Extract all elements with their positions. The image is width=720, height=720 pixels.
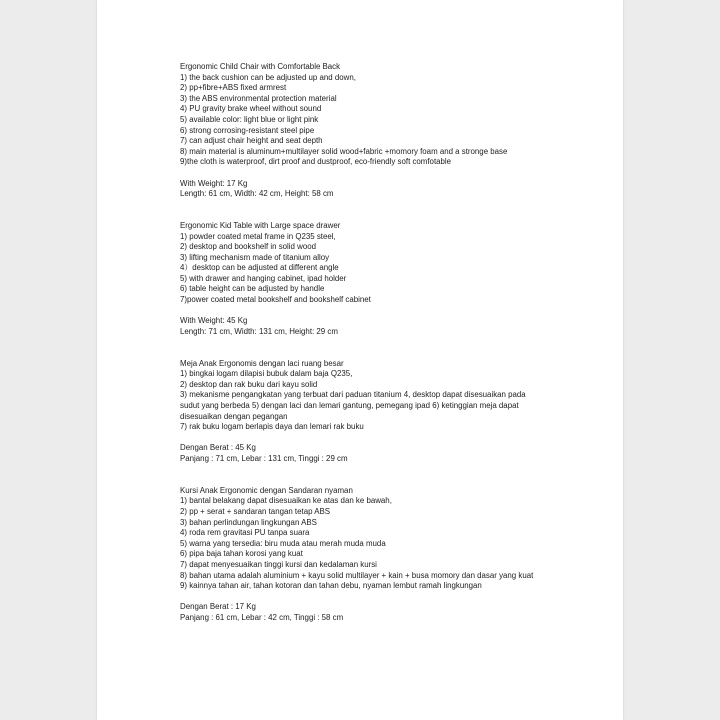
section-table-id <box>180 359 620 465</box>
list-item: 5) warna yang tersedia: biru muda atau merah muda muda <box>180 538 386 548</box>
list-item: 1) bingkai logam dilapisi bubuk dalam baja Q235, <box>180 369 353 379</box>
list-item: 6) table height can be adjusted by handle <box>180 284 325 294</box>
list-item: 5) available color: light blue or light pink <box>180 114 319 124</box>
list-item: 4) roda rem gravitasi PU tanpa suara <box>180 528 310 538</box>
section-title: Ergonomic Child Chair with Comfortable Back <box>180 62 341 71</box>
list-item: 4）desktop can be adjusted at different angle <box>180 263 339 273</box>
list-item: 2) pp+fibre+ABS fixed armrest <box>180 83 287 93</box>
list-item: 7) can adjust chair height and seat depth <box>180 136 323 146</box>
weight-text: Dengan Berat : 17 Kg <box>180 602 256 612</box>
list-item: 9)the cloth is waterproof, dirt proof and dustproof, eco-friendly soft comfotable <box>180 157 452 167</box>
list-item: 5) with drawer and hanging cabinet, ipad holder <box>180 273 347 283</box>
list-item: 6) pipa baja tahan korosi yang kuat <box>180 549 303 559</box>
document-content <box>180 62 620 623</box>
list-item: 7) dapat menyesuaikan tinggi kursi dan kedalaman kursi <box>180 559 377 569</box>
list-item: 9) kainnya tahan air, tahan kotoran dan tahan debu, nyaman lembut ramah lingkungan <box>180 581 482 591</box>
list-item: 8) main material is aluminum+multilayer solid wood+fabric +momory foam and a stronge base <box>180 146 508 156</box>
list-item: 1) bantal belakang dapat disesuaikan ke atas dan ke bawah, <box>180 496 392 506</box>
document-page <box>97 0 623 720</box>
section-chair-id <box>180 486 620 624</box>
list-item: 8) bahan utama adalah aluminium + kayu solid multilayer + kain + busa momory dan dasar yang kuat <box>180 570 534 580</box>
list-item: 3) the ABS environmental protection material <box>180 93 337 103</box>
dimensions-text: Panjang : 71 cm, Lebar : 131 cm, Tinggi : 29 cm <box>180 453 348 463</box>
section-title: Meja Anak Ergonomis dengan laci ruang besar <box>180 358 344 368</box>
section-table-en <box>180 221 620 338</box>
section-title: Ergonomic Kid Table with Large space drawer <box>180 220 341 230</box>
weight-text: With Weight: 45 Kg <box>180 316 248 326</box>
list-item: 7)power coated metal bookshelf and bookshelf cabinet <box>180 295 371 305</box>
weight-text: Dengan Berat : 45 Kg <box>180 443 256 453</box>
list-item: 1) powder coated metal frame in Q235 steel, <box>180 231 336 241</box>
list-item: 4) PU gravity brake wheel without sound <box>180 104 322 114</box>
list-item: 2) desktop and bookshelf in solid wood <box>180 242 316 252</box>
dimensions-text: Panjang : 61 cm, Lebar : 42 cm, Tinggi : 58 cm <box>180 612 344 622</box>
list-item: 6) strong corrosing-resistant steel pipe <box>180 125 315 135</box>
list-item: 3) bahan perlindungan lingkungan ABS <box>180 517 317 527</box>
list-item: 7) rak buku logam berlapis daya dan lemari rak buku <box>180 422 364 432</box>
weight-text: With Weight: 17 Kg <box>180 178 248 188</box>
list-item: 2) pp + serat + sandaran tangan tetap ABS <box>180 506 331 516</box>
dimensions-text: Length: 61 cm, Width: 42 cm, Height: 58 cm <box>180 189 334 199</box>
list-item: 2) desktop dan rak buku dari kayu solid <box>180 379 318 389</box>
list-item: 3) lifting mechanism made of titanium alloy <box>180 252 330 262</box>
section-chair-en <box>180 62 620 200</box>
section-title: Kursi Anak Ergonomic dengan Sandaran nyaman <box>180 485 353 495</box>
list-item: 3) mekanisme pengangkatan yang terbuat dari paduan titanium 4, desktop dapat disesuaikan pada sudut yang berbeda 5) dengan laci dan lemari gantung, pemegang ipad 6) ketinggian meja dapat disesuaikan dengan pegangan <box>180 390 526 421</box>
list-item: 1) the back cushion can be adjusted up and down, <box>180 72 356 82</box>
dimensions-text: Length: 71 cm, Width: 131 cm, Height: 29 cm <box>180 326 338 336</box>
